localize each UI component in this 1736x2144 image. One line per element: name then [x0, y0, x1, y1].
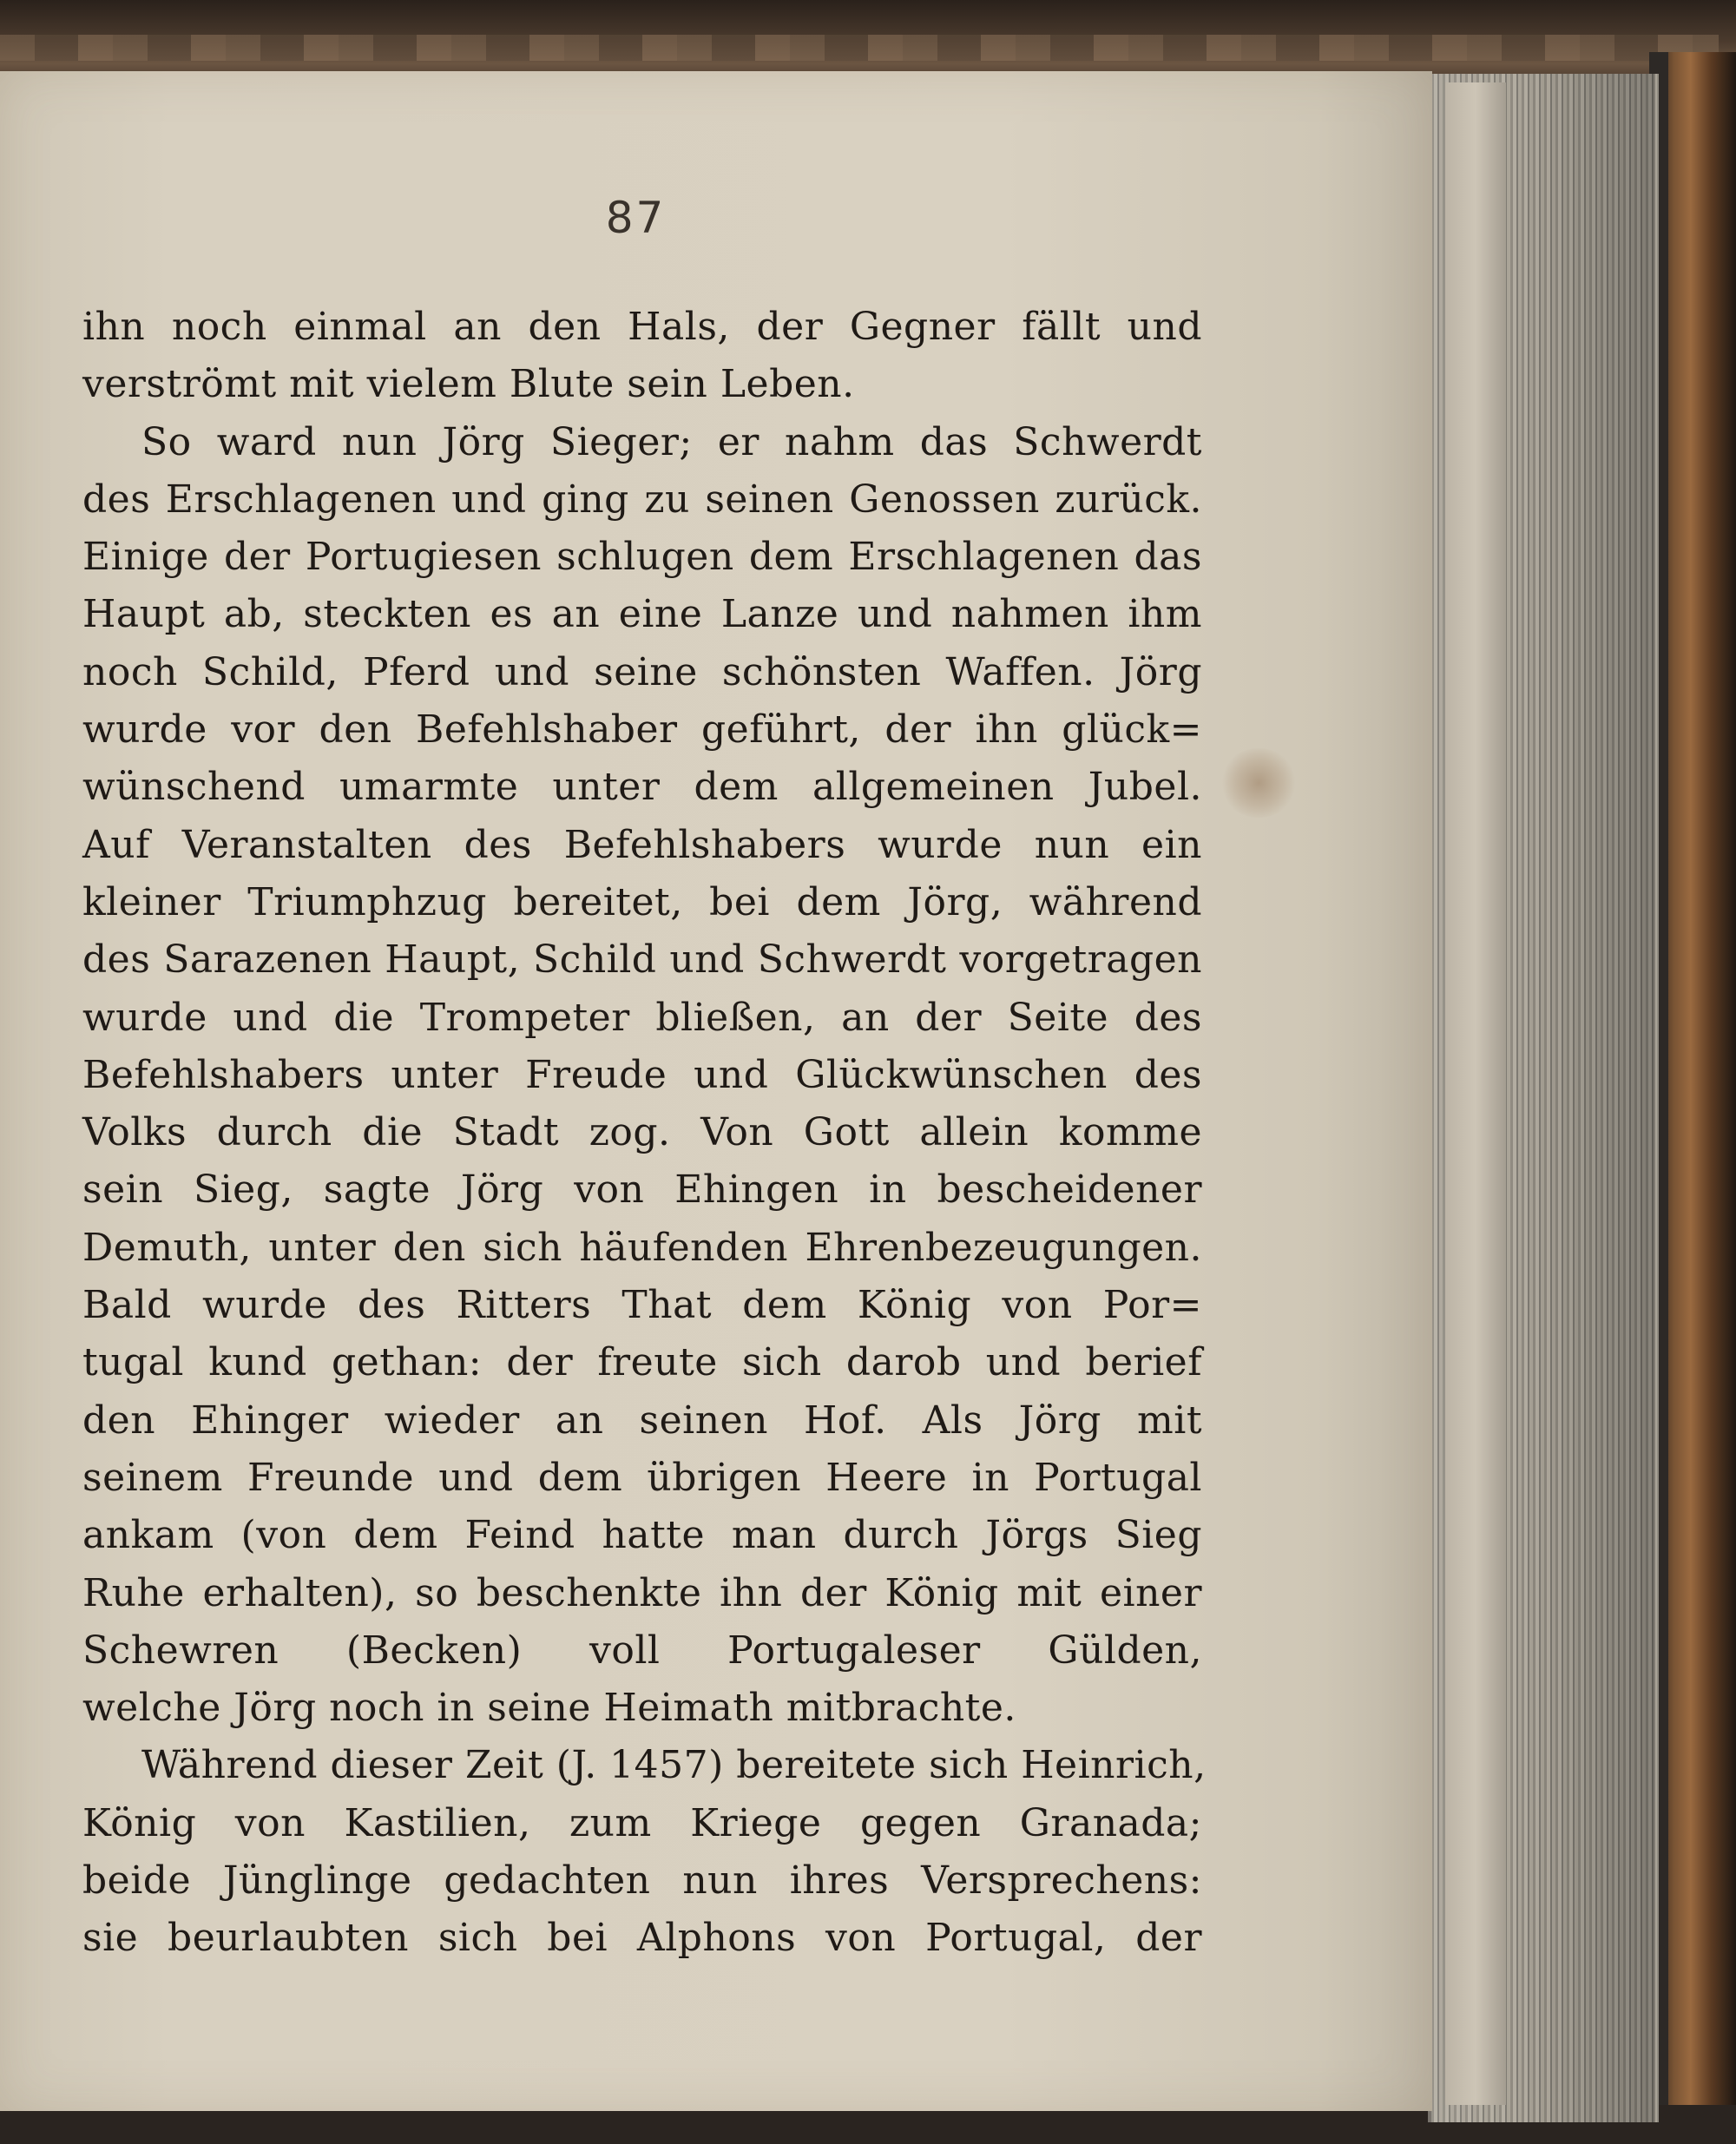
text-line: wurde vor den Befehlshaber geführt, der ihn glück=	[82, 707, 1202, 753]
text-line: Volks durch die Stadt zog. Von Gott allein komme	[82, 1110, 1202, 1155]
text-line: verströmt mit vielem Blute sein Leben.	[82, 362, 855, 407]
text-line: Haupt ab, steckten es an eine Lanze und nahmen ihm	[82, 592, 1202, 637]
body-text	[82, 299, 1207, 1968]
text-line: sein Sieg, sagte Jörg von Ehingen in bescheidener	[82, 1167, 1202, 1213]
stain-mark	[1220, 748, 1298, 818]
text-line: des Erschlagenen und ging zu seinen Genossen zurück.	[82, 477, 1202, 522]
text-line: Während dieser Zeit (J. 1457) bereitete sich Heinrich,	[141, 1743, 1207, 1788]
text-line: kleiner Triumphzug bereitet, bei dem Jörg, während	[82, 879, 1202, 924]
text-line: tugal kund gethan: der freute sich darob und berief	[82, 1340, 1202, 1385]
text-line: ihn noch einmal an den Hals, der Gegner fällt und	[82, 305, 1202, 349]
book-page	[0, 71, 1432, 2111]
text-line: noch Schild, Pferd und seine schönsten Waffen. Jörg	[82, 649, 1202, 694]
text-line: Schewren (Becken) voll Portugaleser Gülden,	[82, 1628, 1202, 1673]
text-line: Ruhe erhalten), so beschenkte ihn der König mit einer	[82, 1570, 1202, 1615]
page-number: 87	[605, 193, 667, 243]
text-line: beide Jünglinge gedachten nun ihres Versprechens:	[82, 1858, 1202, 1904]
text-line: Befehlshabers unter Freude und Glückwünschen des	[82, 1052, 1202, 1097]
text-line: Bald wurde des Ritters That dem König von Por=	[82, 1283, 1202, 1328]
cover-gilt-decoration	[0, 35, 1719, 61]
text-line: Auf Veranstalten des Befehlshabers wurde nun ein	[82, 822, 1202, 867]
text-line: König von Kastilien, zum Kriege gegen Granada;	[82, 1800, 1202, 1845]
text-line: wünschend umarmte unter dem allgemeinen Jubel.	[82, 765, 1202, 810]
text-line: des Sarazenen Haupt, Schild und Schwerdt vorgetragen	[82, 937, 1202, 983]
text-line: Einige der Portugiesen schlugen dem Erschlagenen das	[82, 535, 1202, 580]
text-line: wurde und die Trompeter bließen, an der Seite des	[82, 995, 1202, 1040]
text-line: welche Jörg noch in seine Heimath mitbrachte.	[82, 1686, 1016, 1731]
next-page-edge	[1445, 82, 1506, 2105]
text-line: So ward nun Jörg Sieger; er nahm das Schwerdt	[141, 419, 1202, 464]
text-line: Demuth, unter den sich häufenden Ehrenbezeugungen.	[82, 1225, 1202, 1270]
text-line: sie beurlaubten sich bei Alphons von Portugal, der	[82, 1916, 1202, 1961]
text-line: den Ehinger wieder an seinen Hof. Als Jörg mit	[82, 1398, 1202, 1443]
text-line: ankam (von dem Feind hatte man durch Jörgs Sieg	[82, 1513, 1202, 1558]
text-line: seinem Freunde und dem übrigen Heere in Portugal	[82, 1455, 1202, 1500]
